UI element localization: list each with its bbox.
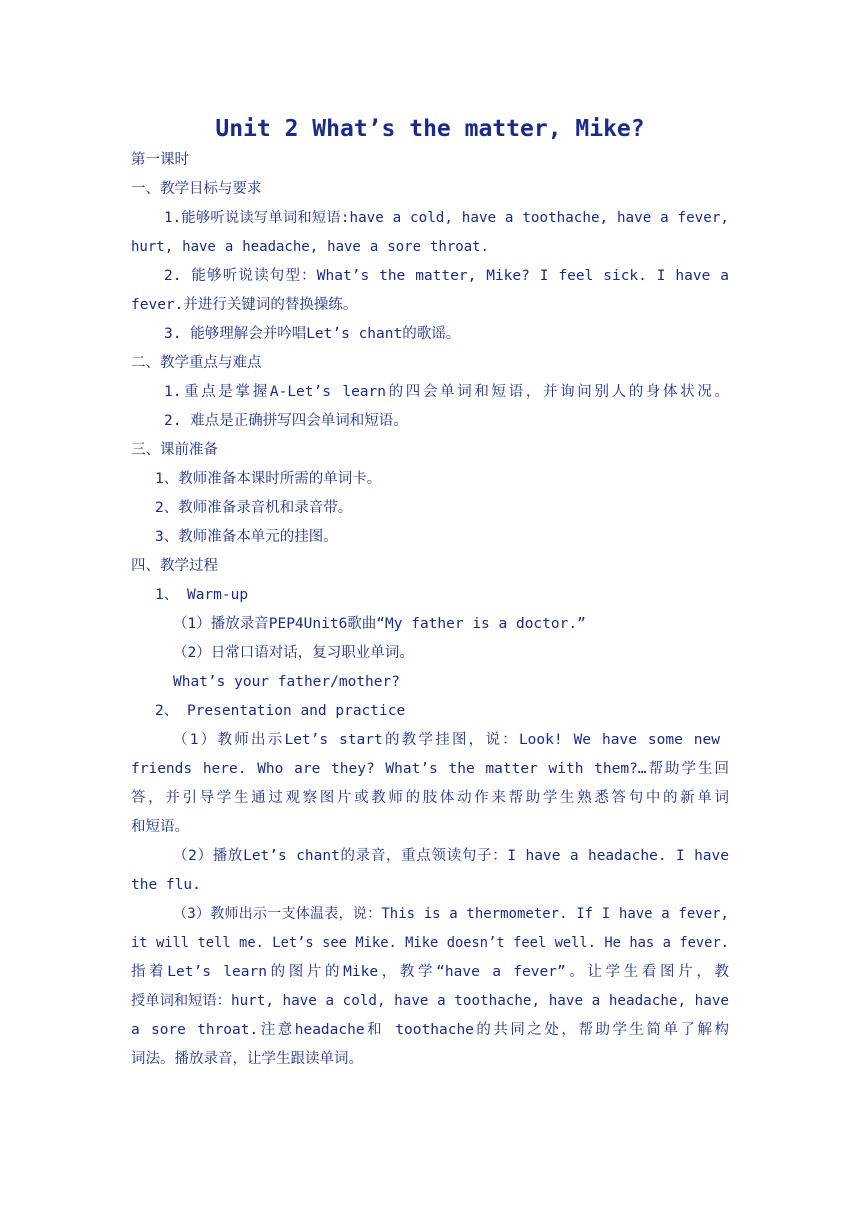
paragraph-line: （1）播放录音PEP4Unit6歌曲“My father is a doctor.”	[173, 616, 586, 632]
paragraph-line: What’s your father/mother?	[173, 674, 400, 690]
section-heading-1: 一、教学目标与要求	[131, 181, 262, 197]
paragraph-line: （2）日常口语对话，复习职业单词。	[173, 645, 414, 661]
paragraph-line: 指着Let’s learn的图片的Mike，教学“have a fever”。让学生看图片，教	[131, 964, 729, 980]
document-title	[0, 112, 860, 146]
paragraph-line: hurt, have a headache, have a sore throat.	[131, 239, 489, 255]
paragraph-line: fever.并进行关键词的替换操练。	[131, 297, 358, 313]
lesson-label: 第一课时	[131, 152, 189, 168]
step-heading: 2、 Presentation and practice	[155, 703, 406, 719]
list-item: 3、教师准备本单元的挂图。	[155, 529, 338, 545]
paragraph-line: 1.能够听说读写单词和短语:have a cold, have a toothache, have a fever,	[164, 210, 729, 226]
section-heading-2: 二、教学重点与难点	[131, 355, 262, 371]
paragraph-line: 和短语。	[131, 819, 189, 835]
paragraph-line: friends here. Who are they? What’s the matter with them?…帮助学生回	[131, 761, 729, 777]
step-heading: 1、 Warm-up	[155, 587, 249, 603]
paragraph-line: 词法。播放录音，让学生跟读单词。	[131, 1051, 363, 1067]
paragraph-line: 1.重点是掌握A-Let’s learn的四会单词和短语，并询问别人的身体状况。	[164, 384, 729, 400]
paragraph-line: 2. 难点是正确拼写四会单词和短语。	[164, 413, 408, 429]
document-title-text: Unit 2 What’s the matter, Mike?	[215, 116, 645, 142]
paragraph-line: 2. 能够听说读句型：What’s the matter, Mike? I feel sick. I have a	[164, 268, 729, 284]
section-heading-4: 四、教学过程	[131, 558, 218, 574]
paragraph-line: a sore throat.注意headache和 toothache的共同之处，帮助学生简单了解构	[131, 1022, 729, 1038]
section-heading-3: 三、课前准备	[131, 442, 218, 458]
list-item: 1、教师准备本课时所需的单词卡。	[155, 471, 382, 487]
paragraph-line: the flu.	[131, 877, 201, 893]
paragraph-line: （3）教师出示一支体温表，说：This is a thermometer. If I have a fever,	[173, 906, 729, 922]
paragraph-line: （1）教师出示Let’s start的教学挂图，说：Look! We have some new	[173, 732, 720, 748]
paragraph-line: （2）播放Let’s chant的录音，重点领读句子：I have a headache. I have	[173, 848, 729, 864]
paragraph-line: 答，并引导学生通过观察图片或教师的肢体动作来帮助学生熟悉答句中的新单词	[131, 790, 729, 806]
list-item: 2、教师准备录音机和录音带。	[155, 500, 353, 516]
paragraph-line: it will tell me. Let’s see Mike. Mike doesn’t feel well. He has a fever.	[131, 935, 729, 951]
paragraph-line: 3. 能够理解会并吟唱Let’s chant的歌谣。	[164, 326, 461, 342]
paragraph-line: 授单词和短语：hurt, have a cold, have a toothache, have a headache, have	[131, 993, 729, 1009]
